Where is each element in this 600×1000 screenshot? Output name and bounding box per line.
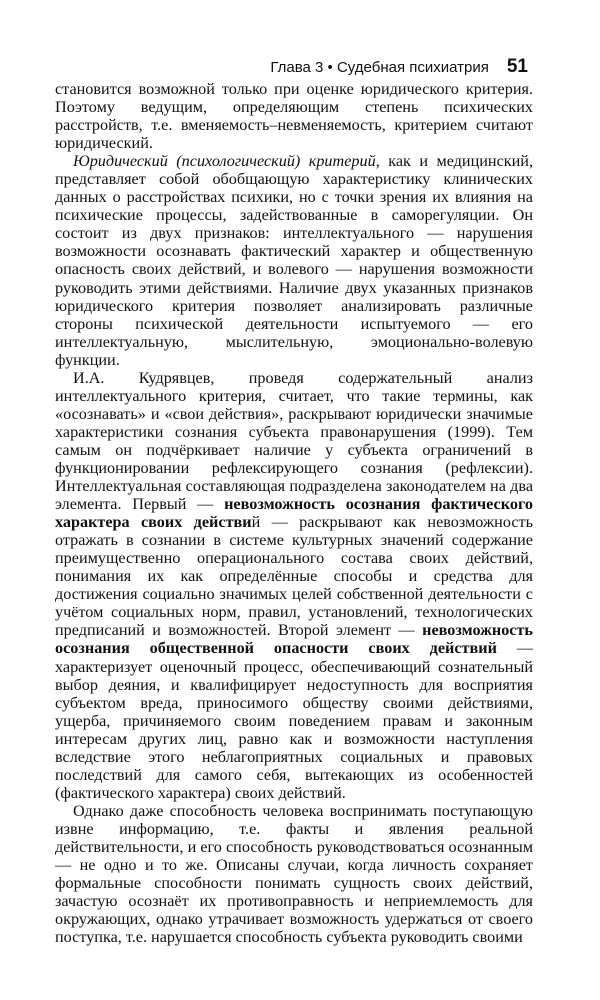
paragraph-4-text: Однако даже способность человека воспринимать поступающую извне информацию, т.е. факты и явления реальной действительности, и его способность руководствоваться осознанным — не одно и то же. Описаны случаи, когда личность сохраняет формальные способности понимать сущность своих действий, зачастую осознаёт их противоправность и неприемлемость для окружающих, однако утрачивает возможность удержаться от своего поступка, т.е. нарушается способность субъекта руководить своими xyxy=(55,801,533,947)
bold-term-1: невозможность осознания фактического характера своих действи xyxy=(55,495,533,532)
paragraph-3-part3: — характеризует оценочный процесс, обеспечивающий сознательный выбор деяния, и квалифицирует недоступность для восприятия субъектом вреда, приносимого обществу своими действиями, ущерба, причиняемого своим поведением правам и законным интересам других лиц, равно как и возможности наступления вследствие этого неблагоприятных социальных и правовых последствий для самого себя, вытекающих из особенностей (фактического характера) своих действий. xyxy=(55,639,533,802)
body-text xyxy=(55,80,533,946)
paragraph-3-part2: й — раскрывают как невозможность отражать в сознании в системе культурных значений содержание преимущественно операционального состава своих действий, понимания их как определённые способы и средства для достижения социально значимых целей собственной деятельности с учётом социальных норм, правил, установлений, технологических предписаний и возможностей. Второй элемент — xyxy=(55,513,533,640)
paragraph-2-text: , как и медицинский, представляет собой обобщающую характеристику клинических данных о расстройствах психики, но с точки зрения их влияния на психические процессы, задействованные в саморегуляции. Он состоит из двух признаков: интеллектуального — нарушения возможности осознавать фактический характер и общественную опасность своих действий, и волевого — нарушения возможности руководить этими действиями. Наличие двух указанных признаков юридического критерия позволяет анализировать различные стороны психической деятельности испытуемого — его интеллектуальную, мыслительную, эмоционально-волевую функции. xyxy=(55,152,533,369)
page-number: 51 xyxy=(506,56,528,77)
paragraph-4 xyxy=(55,802,533,946)
paragraph-3-part1: И.А. Кудрявцев, проведя содержательный анализ интеллектуального критерия, считает, что такие термины, как «осознавать» и «свои действия», раскрывают юридически значимые характеристики сознания субъекта правонарушения (1999). Тем самым он подчёркивает наличие у субъекта ограничений в функционировании рефлексирующего сознания (рефлексии). Интеллектуальная составляющая подразделена законодателем на два элемента. Первый — xyxy=(55,368,533,514)
running-header xyxy=(270,56,528,78)
paragraph-1-text: становится возможной только при оценке юридического критерия. Поэтому ведущим, определяющим степень психических расстройств, т.е. вменяемость–невменяемость, критерием считают юридический. xyxy=(55,80,533,153)
paragraph-3 xyxy=(55,369,533,802)
term-italic: Юридический (психологический) критерий xyxy=(73,152,376,171)
chapter-title: Глава 3 • Судебная психиатрия xyxy=(270,59,489,76)
paragraph-2 xyxy=(55,152,533,369)
bold-term-2: невозможность осознания общественной опасности своих действий xyxy=(55,621,533,658)
paragraph-1 xyxy=(55,80,533,152)
